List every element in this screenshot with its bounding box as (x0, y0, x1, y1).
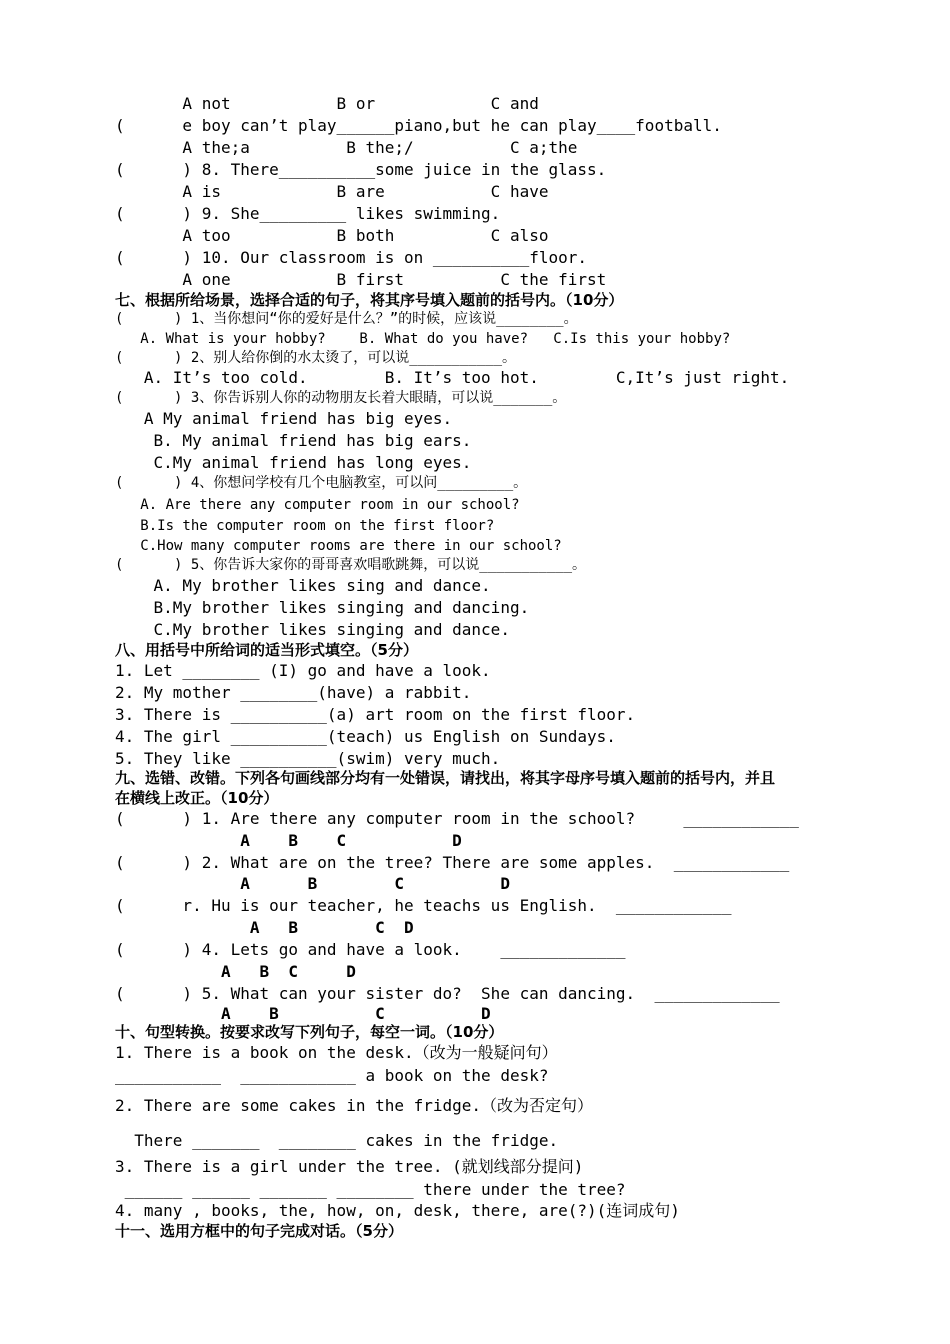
s7-question-5: ( ) 5、你告诉大家你的哥哥喜欢唱歌跳舞，可以说___________。 (115, 557, 587, 573)
q6-options-8: A is B are C have (115, 182, 549, 201)
s10-item-4: 4. many , books, the, how, on, desk, there, are(?)(连词成句) (115, 1201, 680, 1220)
s7-option-5c: C.My brother likes singing and dance. (115, 620, 510, 639)
s7-option-5a: A. My brother likes sing and dance. (115, 576, 491, 595)
q6-options-7b: A the;a B the;/ C a;the (115, 138, 578, 157)
s9-letters-4: A B C D (115, 962, 356, 981)
s7-option-4c: C.How many computer rooms are there in our school? (115, 538, 562, 554)
s7-option-3b: B. My animal friend has big ears. (115, 431, 472, 450)
s7-question-4: ( ) 4、你想问学校有几个电脑教室，可以问_________。 (115, 475, 528, 491)
s9-letters-2: A B C D (115, 874, 510, 893)
s10-item-1: 1. There is a book on the desk.（改为一般疑问句） (115, 1043, 558, 1062)
section-8-heading: 八、用括号中所给词的适当形式填空。（5分） (115, 641, 418, 659)
q6-options-9: A too B both C also (115, 226, 549, 245)
s9-letters-3: A B C D (115, 918, 414, 937)
section-10-heading: 十、句型转换。按要求改写下列句子，每空一词。（10分） (115, 1023, 504, 1041)
s9-question-5: ( ) 5. What can your sister do? She can dancing. _____________ (115, 984, 780, 1003)
s7-question-2: ( ) 2、别人给你倒的水太烫了，可以说___________。 (115, 350, 517, 366)
s7-question-3: ( ) 3、你告诉别人你的动物朋友长着大眼睛，可以说_______。 (115, 390, 567, 406)
s9-question-1: ( ) 1. Are there any computer room in the school? ____________ (115, 809, 799, 828)
s8-item-1: 1. Let ________ (I) go and have a look. (115, 661, 491, 680)
q6-options-7: A not B or C and (115, 94, 539, 113)
q6-options-10: A one B first C the first (115, 270, 607, 289)
s7-option-4b: B.Is the computer room on the first floor? (115, 518, 495, 534)
q6-question-7: ( e boy can’t play______piano,but he can play____football. (115, 116, 722, 135)
q6-question-8: ( ) 8. There__________some juice in the glass. (115, 160, 607, 179)
s10-answer-3: ______ ______ _______ ________ there under the tree? (115, 1180, 626, 1199)
s8-item-4: 4. The girl __________(teach) us English on Sundays. (115, 727, 616, 746)
s10-item-3: 3. There is a girl under the tree. (就划线部分提问) (115, 1157, 584, 1176)
s7-option-3a: A My animal friend has big eyes. (115, 409, 453, 428)
q6-question-9: ( ) 9. She_________ likes swimming. (115, 204, 501, 223)
s10-answer-1: ___________ ____________ a book on the desk? (115, 1066, 549, 1085)
s7-option-3c: C.My animal friend has long eyes. (115, 453, 472, 472)
s7-question-1: ( ) 1、当你想问“你的爱好是什么？”的时候，应该说________。 (115, 311, 578, 327)
s10-item-2: 2. There are some cakes in the fridge.（改为否定句） (115, 1096, 594, 1115)
section-9-heading-cont: 在横线上改正。（10分） (115, 789, 279, 807)
s7-option-4a: A. Are there any computer room in our school? (115, 497, 520, 513)
s7-options-2: A. It’s too cold. B. It’s too hot. C,It’s just right. (115, 368, 790, 387)
section-11-heading: 十一、选用方框中的句子完成对话。（5分） (115, 1222, 403, 1240)
s7-options-1: A. What is your hobby? B. What do you have? C.Is this your hobby? (115, 331, 731, 347)
s8-item-3: 3. There is __________(a) art room on the first floor. (115, 705, 636, 724)
s9-letters-1: A B C D (115, 831, 462, 850)
s7-option-5b: B.My brother likes singing and dancing. (115, 598, 530, 617)
section-7-heading: 七、根据所给场景，选择合适的句子，将其序号填入题前的括号内。（10分） (115, 291, 624, 309)
q6-question-10: ( ) 10. Our classroom is on __________floor. (115, 248, 588, 267)
s9-question-3: ( r. Hu is our teacher, he teachs us English. ____________ (115, 896, 732, 915)
s8-item-5: 5. They like __________(swim) very much. (115, 749, 501, 768)
s9-letters-5: A B C D (115, 1004, 491, 1023)
s8-item-2: 2. My mother ________(have) a rabbit. (115, 683, 472, 702)
s10-answer-2: There _______ ________ cakes in the fridge. (115, 1131, 559, 1150)
section-9-heading: 九、选错、改错。下列各句画线部分均有一处错误，请找出，将其字母序号填入题前的括号内，并且 (115, 769, 776, 787)
s9-question-2: ( ) 2. What are on the tree? There are some apples. ____________ (115, 853, 790, 872)
s9-question-4: ( ) 4. Lets go and have a look. _____________ (115, 940, 626, 959)
